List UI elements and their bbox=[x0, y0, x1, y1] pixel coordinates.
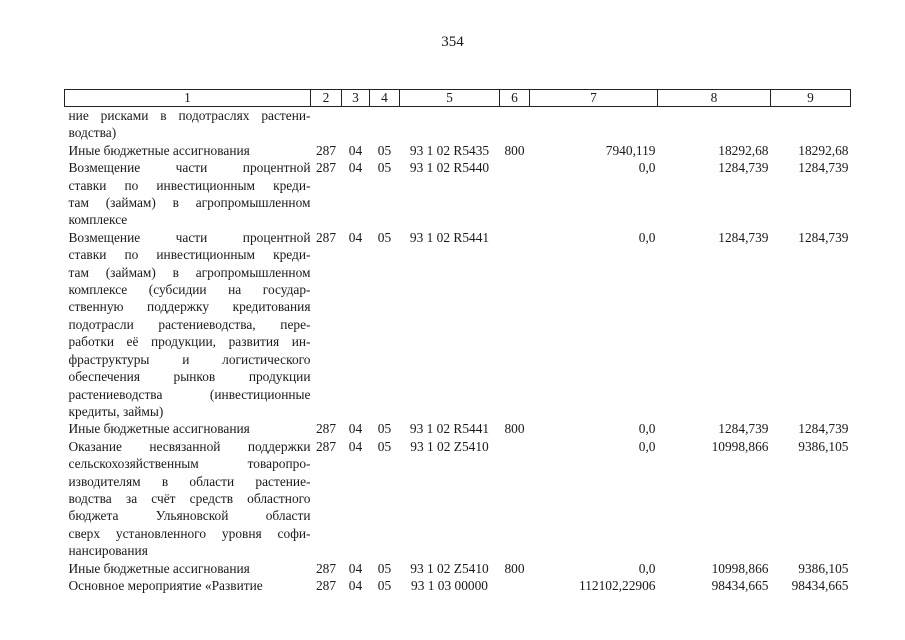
table-body bbox=[65, 107, 851, 595]
code-cell-c3: 04 bbox=[348, 229, 363, 245]
amount-cell-c8 bbox=[658, 107, 771, 142]
code-cell-c2 bbox=[311, 107, 342, 142]
row-name-line: комплексе bbox=[68, 212, 128, 228]
row-name bbox=[65, 560, 311, 577]
row-name-line: Оказание несвязанной поддержки bbox=[68, 438, 311, 454]
amount-cell-c9: 18292,68 bbox=[798, 142, 849, 158]
amount-cell-c9: 1284,739 bbox=[798, 229, 849, 245]
code-cell-c6 bbox=[500, 577, 530, 594]
column-header: 7 bbox=[530, 90, 658, 107]
code-cell-c4: 05 bbox=[377, 421, 392, 437]
row-name-line: кредиты, займы) bbox=[68, 403, 164, 419]
amount-cell-c8: 18292,68 bbox=[718, 142, 769, 158]
code-cell-c3: 04 bbox=[348, 160, 363, 176]
amount-cell-c8: 10998,866 bbox=[711, 438, 769, 454]
row-name-line: нансирования bbox=[68, 543, 148, 559]
row-name-line: там (займам) в агропромышленном bbox=[68, 195, 311, 211]
table-row bbox=[65, 159, 851, 229]
code-cell-c3: 04 bbox=[348, 421, 363, 437]
code-cell-c4: 05 bbox=[377, 160, 392, 176]
amount-cell-c7: 7940,119 bbox=[605, 142, 656, 158]
code-cell-c5: 93 1 02 R5441 bbox=[409, 229, 490, 245]
code-cell-c3 bbox=[342, 107, 370, 142]
budget-table bbox=[64, 89, 851, 594]
amount-cell-c7: 0,0 bbox=[638, 421, 656, 437]
row-name-line: ставки по инвестиционным креди- bbox=[68, 177, 311, 193]
row-name-line: фраструктуры и логистического bbox=[68, 351, 311, 367]
amount-cell-c9: 9386,105 bbox=[798, 438, 849, 454]
row-name-line: Иные бюджетные ассигнования bbox=[68, 142, 250, 158]
code-cell-c6: 800 bbox=[504, 421, 525, 437]
row-name-line: ставки по инвестиционным креди- bbox=[68, 247, 311, 263]
column-header: 6 bbox=[500, 90, 530, 107]
column-header: 3 bbox=[342, 90, 370, 107]
row-name bbox=[65, 420, 311, 437]
column-header: 9 bbox=[771, 90, 851, 107]
code-cell-c6 bbox=[500, 438, 530, 560]
code-cell-c4: 05 bbox=[377, 438, 392, 454]
table-row bbox=[65, 229, 851, 420]
row-name-line: Возмещение части процентной bbox=[68, 229, 311, 245]
code-cell-c5: 93 1 02 Z5410 bbox=[410, 560, 489, 576]
amount-cell-c8: 98434,665 bbox=[711, 577, 769, 593]
code-cell-c3: 04 bbox=[348, 560, 363, 576]
row-name-line: комплексе (субсидии на государ- bbox=[68, 282, 311, 298]
amount-cell-c7: 112102,22906 bbox=[579, 577, 656, 593]
amount-cell-c9: 1284,739 bbox=[798, 160, 849, 176]
page-number: 354 bbox=[441, 34, 464, 50]
amount-cell-c8: 1284,739 bbox=[718, 229, 769, 245]
code-cell-c2: 287 bbox=[315, 560, 337, 576]
amount-cell-c7 bbox=[530, 107, 658, 142]
code-cell-c2: 287 bbox=[315, 577, 337, 593]
code-cell-c4: 05 bbox=[377, 560, 392, 576]
column-header: 5 bbox=[400, 90, 500, 107]
code-cell-c6 bbox=[500, 159, 530, 229]
amount-cell-c7: 0,0 bbox=[638, 229, 656, 245]
row-name bbox=[65, 577, 311, 594]
amount-cell-c7: 0,0 bbox=[638, 560, 656, 576]
code-cell-c4: 05 bbox=[377, 142, 392, 158]
code-cell-c6 bbox=[500, 229, 530, 420]
code-cell-c2: 287 bbox=[315, 142, 337, 158]
amount-cell-c9: 9386,105 bbox=[798, 560, 849, 576]
table-row bbox=[65, 577, 851, 594]
code-cell-c6: 800 bbox=[504, 142, 525, 158]
amount-cell-c9: 1284,739 bbox=[798, 421, 849, 437]
code-cell-c4: 05 bbox=[377, 229, 392, 245]
amount-cell-c9: 98434,665 bbox=[791, 577, 849, 593]
column-header-row bbox=[65, 90, 851, 107]
code-cell-c4: 05 bbox=[377, 577, 392, 593]
table-row bbox=[65, 438, 851, 560]
row-name-line: изводителям в области растение- bbox=[68, 473, 311, 489]
row-name bbox=[65, 159, 311, 229]
amount-cell-c8: 1284,739 bbox=[718, 160, 769, 176]
row-name-line: Возмещение части процентной bbox=[68, 160, 311, 176]
row-name-line: обеспечения рынков продукции bbox=[68, 369, 311, 385]
code-cell-c5: 93 1 02 R5441 bbox=[409, 421, 490, 437]
code-cell-c2: 287 bbox=[315, 160, 337, 176]
amount-cell-c7: 0,0 bbox=[638, 438, 656, 454]
row-name-line: работки её продукции, развития ин- bbox=[68, 334, 311, 350]
row-name-line: Иные бюджетные ассигнования bbox=[68, 560, 250, 576]
row-name-line: Иные бюджетные ассигнования bbox=[68, 421, 250, 437]
row-name-line: Основное мероприятие «Развитие bbox=[68, 577, 263, 593]
row-name-line: сверх установленного уровня софи- bbox=[68, 525, 311, 541]
code-cell-c6: 800 bbox=[504, 560, 525, 576]
amount-cell-c8: 1284,739 bbox=[718, 421, 769, 437]
code-cell-c2: 287 bbox=[315, 421, 337, 437]
column-header: 4 bbox=[370, 90, 400, 107]
row-name-line: ние рисками в подотраслях растени- bbox=[68, 108, 311, 123]
amount-cell-c9 bbox=[771, 107, 851, 142]
code-cell-c5: 93 1 02 Z5410 bbox=[410, 438, 489, 454]
code-cell-c5: 93 1 02 R5440 bbox=[409, 160, 490, 176]
table-row bbox=[65, 420, 851, 437]
row-name bbox=[65, 438, 311, 560]
row-name-line: растениеводства (инвестиционные bbox=[68, 386, 311, 402]
code-cell-c5: 93 1 02 R5435 bbox=[409, 142, 490, 158]
row-name-line: водства за счёт средств областного bbox=[68, 490, 311, 506]
row-name bbox=[65, 142, 311, 159]
row-name-line: сельскохозяйственным товаропро- bbox=[68, 456, 311, 472]
table-row bbox=[65, 142, 851, 159]
code-cell-c5: 93 1 03 00000 bbox=[411, 577, 488, 593]
code-cell-c6 bbox=[500, 107, 530, 142]
row-name-line: бюджета Ульяновской области bbox=[68, 508, 311, 524]
row-name bbox=[65, 229, 311, 420]
code-cell-c2: 287 bbox=[315, 438, 337, 454]
row-name-line: там (займам) в агропромышленном bbox=[68, 264, 311, 280]
table-row bbox=[65, 107, 851, 142]
row-name bbox=[65, 107, 311, 142]
amount-cell-c7: 0,0 bbox=[638, 160, 656, 176]
row-name-line: ственную поддержку кредитования bbox=[68, 299, 311, 315]
code-cell-c3: 04 bbox=[348, 438, 363, 454]
code-cell-c4 bbox=[370, 107, 400, 142]
column-header: 2 bbox=[311, 90, 342, 107]
column-header: 1 bbox=[65, 90, 311, 107]
code-cell-c5 bbox=[400, 107, 500, 142]
code-cell-c2: 287 bbox=[315, 229, 337, 245]
code-cell-c3: 04 bbox=[348, 142, 363, 158]
column-header: 8 bbox=[658, 90, 771, 107]
row-name-line: водства) bbox=[68, 125, 117, 141]
amount-cell-c8: 10998,866 bbox=[711, 560, 769, 576]
table-row bbox=[65, 560, 851, 577]
code-cell-c3: 04 bbox=[348, 577, 363, 593]
row-name-line: подотрасли растениеводства, пере- bbox=[68, 316, 311, 332]
